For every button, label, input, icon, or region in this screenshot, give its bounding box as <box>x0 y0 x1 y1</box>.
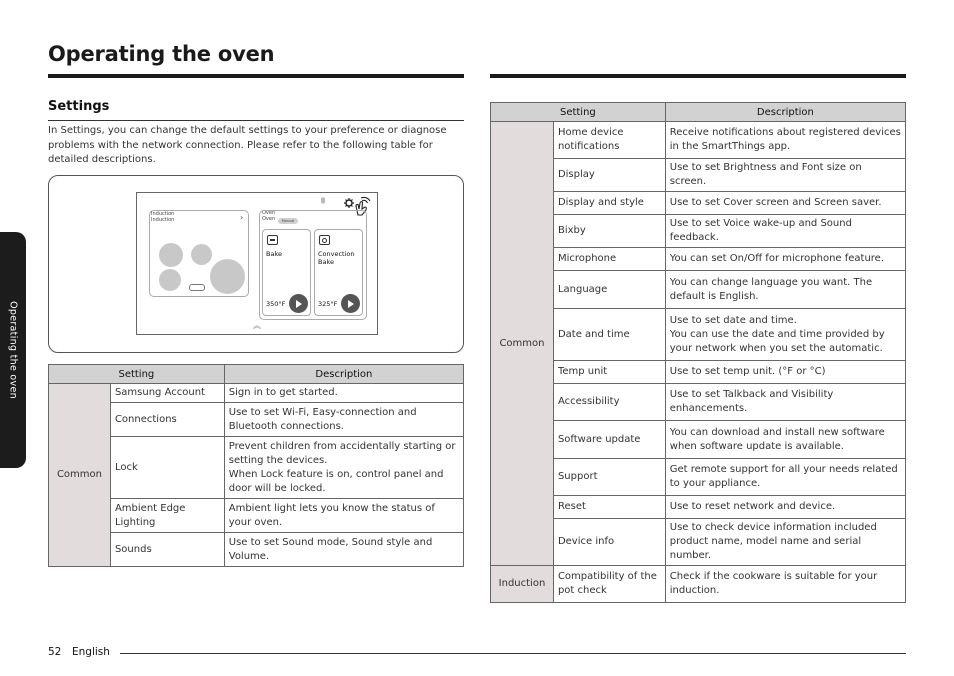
play-icon[interactable] <box>289 294 308 313</box>
table-row <box>491 421 906 459</box>
setting-cell: Home device notifications <box>553 122 665 159</box>
bridge-element[interactable] <box>189 284 205 291</box>
setting-cell: Reset <box>553 496 665 519</box>
column-header-description: Description <box>224 365 463 384</box>
oven-sublabel: Oven <box>262 216 276 222</box>
table-row <box>491 384 906 421</box>
description-cell: Use to set Voice wake-up and Sound feedback. <box>665 215 905 248</box>
section-intro: In Settings, you can change the default settings to your preference or diagnose problems with the network connection. Please refer to the following table for detailed descriptions. <box>48 125 447 165</box>
footer-language: English <box>72 646 110 658</box>
settings-table-right <box>490 102 906 603</box>
description-cell: Ambient light lets you know the status of your oven. <box>224 499 463 533</box>
table-row <box>491 459 906 496</box>
description-cell: Use to set temp unit. (°F or °C) <box>665 361 905 384</box>
table-row <box>491 496 906 519</box>
section-rule <box>48 120 464 121</box>
setting-cell: Connections <box>110 403 224 437</box>
mode-name: Convection Bake <box>318 250 355 266</box>
setting-cell: Date and time <box>553 309 665 361</box>
chapter-side-tab[interactable] <box>0 232 26 468</box>
section-title: Settings <box>48 99 110 114</box>
column-header-description: Description <box>665 103 905 122</box>
burner-front-left[interactable] <box>159 243 183 267</box>
setting-cell: Software update <box>553 421 665 459</box>
scroll-up-icon[interactable]: ︽ <box>253 321 261 330</box>
burner-rear-left[interactable] <box>159 269 181 291</box>
description-cell: Check if the cookware is suitable for your induction. <box>665 566 905 603</box>
table-row <box>491 159 906 192</box>
description-cell: Use to set Wi-Fi, Easy-connection and Bluetooth connections. <box>224 403 463 437</box>
burner-front-middle[interactable] <box>191 244 212 265</box>
page-title: Operating the oven <box>48 42 275 66</box>
mode-temperature: 350°F <box>266 300 286 308</box>
table-row <box>491 519 906 566</box>
description-cell: Prevent children from accidentally starting or setting the devices. When Lock feature is on, control panel and door will be locked. <box>224 437 463 499</box>
description-cell: Use to set Cover screen and Screen saver. <box>665 192 905 215</box>
table-row <box>491 309 906 361</box>
setting-cell: Sounds <box>110 533 224 567</box>
group-cell-common: Common <box>49 384 111 567</box>
table-row <box>49 499 464 533</box>
setting-cell: Microphone <box>553 248 665 271</box>
column-header-setting: Setting <box>49 365 225 384</box>
table-row <box>491 192 906 215</box>
oven-label: Oven <box>262 210 276 216</box>
play-icon[interactable] <box>341 294 360 313</box>
setting-cell: Language <box>553 271 665 309</box>
table-row <box>491 122 906 159</box>
settings-table-left <box>48 364 464 567</box>
table-row <box>49 384 464 403</box>
convection-bake-icon <box>319 235 330 245</box>
table-row <box>491 215 906 248</box>
group-cell-common: Common <box>491 122 554 566</box>
oven-mode-card-convection-bake[interactable] <box>314 229 363 316</box>
induction-label: Induction <box>151 211 175 217</box>
table-row <box>49 403 464 437</box>
display-screen-illustration <box>136 192 378 335</box>
chapter-side-tab-label: Operating the oven <box>7 301 19 399</box>
description-cell: Use to set Brightness and Font size on screen. <box>665 159 905 192</box>
description-cell: Use to reset network and device. <box>665 496 905 519</box>
table-header-row <box>491 103 906 122</box>
setting-cell: Lock <box>110 437 224 499</box>
induction-panel[interactable] <box>149 210 249 297</box>
description-cell: You can change language you want. The default is English. <box>665 271 905 309</box>
table-header-row <box>49 365 464 384</box>
table-row <box>491 271 906 309</box>
table-row <box>49 533 464 567</box>
table-row <box>491 248 906 271</box>
description-cell: Use to check device information included product name, model name and serial number. <box>665 519 905 566</box>
status-icon <box>320 197 326 205</box>
burner-large-right[interactable] <box>210 259 245 294</box>
table-row <box>491 566 906 603</box>
description-cell: Receive notifications about registered devices in the SmartThings app. <box>665 122 905 159</box>
setting-cell: Device info <box>553 519 665 566</box>
description-cell: You can download and install new software when software update is available. <box>665 421 905 459</box>
setting-cell: Accessibility <box>553 384 665 421</box>
footer-rule <box>120 653 906 654</box>
group-cell-induction: Induction <box>491 566 554 603</box>
chevron-right-icon[interactable]: › <box>240 213 244 222</box>
bake-icon <box>267 235 278 245</box>
table-row <box>49 437 464 499</box>
setting-cell: Bixby <box>553 215 665 248</box>
manual-mode-badge: Manual <box>278 218 298 224</box>
oven-mode-card-bake[interactable] <box>262 229 311 316</box>
table-row <box>491 361 906 384</box>
description-cell: Use to set date and time. You can use the date and time provided by your network when you set the automatic. <box>665 309 905 361</box>
description-cell: Get remote support for all your needs related to your appliance. <box>665 459 905 496</box>
setting-cell: Samsung Account <box>110 384 224 403</box>
description-cell: Sign in to get started. <box>224 384 463 403</box>
mode-temperature: 325°F <box>318 300 338 308</box>
setting-cell: Temp unit <box>553 361 665 384</box>
induction-sublabel: Induction <box>151 217 175 223</box>
description-cell: Use to set Talkback and Visibility enhancements. <box>665 384 905 421</box>
title-rule-left <box>48 74 464 78</box>
description-cell: You can set On/Off for microphone feature. <box>665 248 905 271</box>
column-header-setting: Setting <box>491 103 666 122</box>
description-cell: Use to set Sound mode, Sound style and Volume. <box>224 533 463 567</box>
setting-cell: Display and style <box>553 192 665 215</box>
setting-cell: Ambient Edge Lighting <box>110 499 224 533</box>
title-rule-right <box>490 74 906 78</box>
page-number: 52 <box>48 646 62 658</box>
setting-cell: Support <box>553 459 665 496</box>
setting-cell: Display <box>553 159 665 192</box>
setting-cell: Compatibility of the pot check <box>553 566 665 603</box>
mode-name: Bake <box>266 250 282 258</box>
